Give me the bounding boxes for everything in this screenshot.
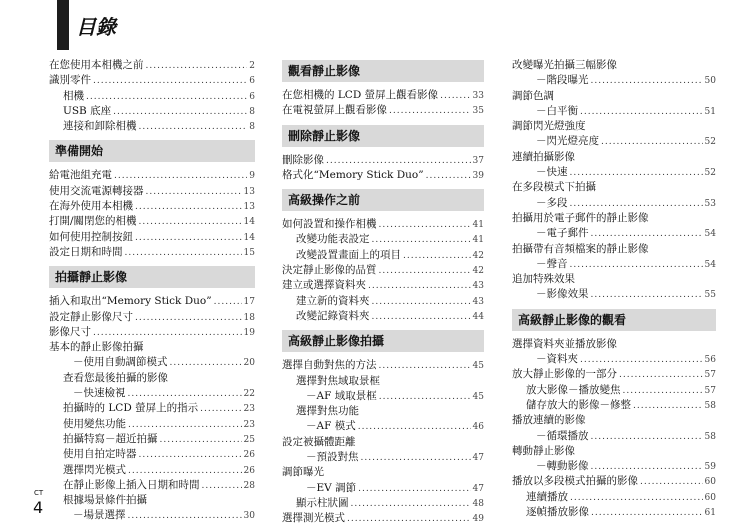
dot-leader	[591, 288, 703, 303]
toc-entry-title: 連續播放	[526, 490, 568, 503]
toc-entry-page: 8	[249, 106, 255, 117]
toc-entry[interactable]	[282, 153, 484, 168]
dot-leader	[326, 154, 471, 169]
toc-entry[interactable]	[512, 196, 716, 211]
toc-entry-title: 查看您最後拍攝的影像	[63, 371, 168, 384]
toc-entry[interactable]	[512, 490, 716, 505]
toc-entry[interactable]	[512, 444, 716, 459]
toc-entry-title: －影像效果	[536, 288, 589, 301]
toc-entry[interactable]	[512, 226, 716, 241]
toc-entry-title: 放大影像－播放變焦	[526, 383, 621, 396]
toc-entry-title: －白平衡	[536, 104, 578, 117]
toc-entry-page: 18	[243, 312, 255, 323]
toc-entry-page: 8	[249, 122, 255, 133]
toc-entry[interactable]	[512, 165, 716, 180]
dot-leader	[580, 353, 703, 368]
dot-leader	[128, 509, 242, 524]
toc-entry-title: 打開/關閉您的相機	[49, 215, 137, 228]
dot-leader	[125, 246, 242, 261]
dot-leader	[347, 512, 471, 527]
toc-entry-title: 選擇對焦域取景框	[296, 374, 380, 387]
toc-entry-page: 28	[243, 480, 255, 491]
toc-entry-title: －AF 域取景框	[306, 389, 377, 402]
toc-entry-page: 14	[243, 217, 255, 228]
toc-entry[interactable]	[49, 463, 255, 478]
toc-entry[interactable]	[512, 272, 716, 287]
toc-entry[interactable]	[512, 459, 716, 474]
toc-entry[interactable]	[282, 435, 484, 450]
toc-entry[interactable]	[282, 404, 484, 419]
dot-leader	[146, 185, 242, 200]
toc-entry-page: 52	[704, 168, 716, 179]
toc-entry[interactable]	[49, 493, 255, 508]
dot-leader	[591, 227, 703, 242]
toc-entry-title: 設定被攝體距離	[282, 435, 356, 448]
toc-entry[interactable]	[512, 89, 716, 104]
dot-leader	[128, 418, 242, 433]
dot-leader	[128, 387, 242, 402]
dot-leader	[139, 448, 242, 463]
toc-entry[interactable]	[512, 211, 716, 226]
dot-leader	[361, 451, 471, 466]
toc-entry[interactable]	[49, 294, 255, 309]
dot-leader	[128, 464, 242, 479]
toc-entry-title: 選擇對焦功能	[296, 405, 359, 418]
toc-entry-page: 13	[243, 202, 255, 213]
toc-entry[interactable]	[512, 150, 716, 165]
toc-entry[interactable]	[49, 371, 255, 386]
toc-entry[interactable]	[512, 242, 716, 257]
toc-entry-title: 選擇閃光模式	[63, 463, 126, 476]
toc-entry-title: 調節曝光	[282, 466, 324, 479]
toc-entry-page: 14	[243, 232, 255, 243]
dot-leader	[372, 233, 471, 248]
toc-entry[interactable]	[512, 474, 716, 489]
toc-entry-title: －循環播放	[536, 429, 589, 442]
toc-entry[interactable]	[49, 508, 255, 523]
toc-entry-title: －預設對焦	[306, 451, 359, 464]
section-heading: 準備開始	[49, 140, 255, 162]
toc-entry[interactable]	[49, 417, 255, 432]
toc-entry-page: 42	[472, 250, 484, 261]
dot-leader	[372, 295, 471, 310]
toc-entry-page: 26	[243, 450, 255, 461]
dot-leader	[358, 420, 471, 435]
toc-entry-title: 連接和卸除相機	[63, 120, 137, 133]
toc-entry-page: 60	[704, 492, 716, 503]
toc-entry[interactable]	[282, 248, 484, 263]
toc-entry-title: 使用交流電源轉接器	[49, 184, 144, 197]
toc-entry-title: －閃光燈亮度	[536, 135, 599, 148]
toc-entry-title: 連續拍攝影像	[512, 150, 575, 163]
dot-leader	[114, 169, 247, 184]
toc-entry-title: －使用自動調節模式	[73, 356, 168, 369]
toc-entry[interactable]	[49, 386, 255, 401]
toc-entry[interactable]	[282, 450, 484, 465]
page-number: 4	[33, 498, 44, 517]
toc-entry-title: 改變功能表設定	[296, 233, 370, 246]
toc-entry[interactable]	[512, 337, 716, 352]
dot-leader	[379, 264, 471, 279]
toc-entry-page: 59	[704, 462, 716, 473]
toc-entry-title: 拍攝時的 LCD 螢屏上的指示	[63, 402, 199, 415]
toc-entry-page: 6	[249, 76, 255, 87]
toc-entry[interactable]	[282, 278, 484, 293]
toc-entry-title: 在您相機的 LCD 螢屏上觀看影像	[282, 89, 439, 101]
toc-entry-title: 拍攝用於電子郵件的靜止影像	[512, 211, 649, 224]
toc-entry-page: 37	[472, 155, 484, 166]
toc-entry-page: 57	[704, 370, 716, 381]
toc-column-2	[282, 58, 484, 527]
toc-entry-title: 在多段模式下拍攝	[512, 181, 596, 194]
dot-leader	[623, 384, 703, 399]
toc-entry[interactable]	[512, 134, 716, 149]
dot-leader	[640, 475, 703, 490]
toc-entry-page: 41	[472, 220, 484, 231]
toc-entry-title: 放大靜止影像的一部分	[512, 368, 617, 381]
toc-entry-title: 格式化“Memory Stick Duo”	[282, 168, 424, 181]
dot-leader	[351, 497, 471, 512]
toc-entry-title: 如何使用控制按鈕	[49, 230, 133, 243]
toc-entry[interactable]	[49, 325, 255, 340]
toc-entry-title: 改變記錄資料夾	[296, 309, 370, 322]
toc-entry-title: 逐幀播放影像	[526, 506, 589, 519]
toc-entry[interactable]	[512, 257, 716, 272]
toc-entry-page: 19	[243, 327, 255, 338]
dot-leader	[403, 249, 471, 264]
toc-entry-title: 決定靜止影像的品質	[282, 264, 377, 277]
toc-entry-title: 在電視螢屏上觀看影像	[282, 104, 387, 117]
toc-entry-title: USB 底座	[63, 104, 112, 117]
toc-entry-page: 60	[704, 477, 716, 488]
dot-leader	[619, 368, 703, 383]
toc-entry-title: 建立新的資料夾	[296, 294, 370, 307]
toc-entry[interactable]	[49, 58, 255, 73]
toc-entry-page: 53	[704, 198, 716, 209]
dot-leader	[570, 258, 703, 273]
dot-leader	[135, 200, 242, 215]
toc-entry[interactable]	[49, 478, 255, 493]
toc-entry-title: 播放連續的影像	[512, 414, 586, 427]
toc-entry[interactable]	[49, 432, 255, 447]
toc-entry-page: 61	[704, 508, 716, 519]
language-code: CT	[34, 489, 44, 497]
toc-entry-title: 調節色調	[512, 89, 554, 102]
dot-leader	[202, 479, 242, 494]
dot-leader	[570, 166, 703, 181]
toc-entry-title: －場景選擇	[73, 509, 126, 522]
dot-leader	[135, 311, 242, 326]
toc-entry[interactable]	[282, 465, 484, 480]
toc-entry-title: －快速檢視	[73, 387, 126, 400]
dot-leader	[580, 105, 703, 120]
toc-entry-title: 影像尺寸	[49, 325, 91, 338]
toc-entry-page: 20	[243, 358, 255, 369]
toc-entry[interactable]	[282, 389, 484, 404]
dot-leader	[358, 482, 470, 497]
dot-leader	[139, 215, 242, 230]
toc-entry-title: 根據場景條件拍攝	[63, 494, 147, 507]
toc-entry-title: 使用自拍定時器	[63, 448, 137, 461]
dot-leader	[601, 135, 703, 150]
toc-entry-page: 56	[704, 355, 716, 366]
section-heading: 高級靜止影像拍攝	[282, 330, 484, 352]
toc-entry-title: 改變設置畫面上的項目	[296, 248, 401, 261]
dot-leader	[93, 74, 247, 89]
toc-entry-page: 17	[243, 297, 255, 308]
toc-entry[interactable]	[512, 383, 716, 398]
toc-entry[interactable]	[49, 73, 255, 88]
toc-entry-page: 54	[704, 259, 716, 270]
toc-entry[interactable]	[49, 168, 255, 183]
toc-entry-page: 35	[472, 106, 484, 117]
toc-entry-page: 13	[243, 186, 255, 197]
toc-entry[interactable]	[49, 119, 255, 134]
toc-entry-title: 基本的靜止影像拍攝	[49, 341, 144, 354]
toc-entry-title: －聲音	[536, 257, 568, 270]
dot-leader	[570, 197, 703, 212]
toc-entry[interactable]	[512, 352, 716, 367]
toc-entry-title: 給電池組充電	[49, 169, 112, 182]
toc-entry[interactable]	[282, 168, 484, 183]
toc-entry-title: 選擇自動對焦的方法	[282, 359, 377, 372]
section-heading: 高級操作之前	[282, 189, 484, 211]
toc-entry-page: 47	[472, 483, 484, 494]
toc-entry-title: 追加特殊效果	[512, 273, 575, 286]
toc-entry[interactable]	[512, 287, 716, 302]
toc-entry-page: 41	[472, 235, 484, 246]
toc-entry-title: 相機	[63, 89, 84, 102]
toc-entry-title: 拍攝特寫－超近拍攝	[63, 432, 158, 445]
toc-entry-title: －EV 調節	[306, 481, 357, 494]
toc-entry-title: －電子郵件	[536, 227, 589, 240]
toc-entry-page: 26	[243, 465, 255, 476]
toc-entry[interactable]	[49, 447, 255, 462]
toc-entry[interactable]	[282, 481, 484, 496]
toc-entry[interactable]	[512, 104, 716, 119]
toc-entry-page: 23	[243, 419, 255, 430]
toc-entry-title: 設定靜止影像尺寸	[49, 310, 133, 323]
toc-entry-title: 拍攝帶有音頻檔案的靜止影像	[512, 242, 649, 255]
toc-entry[interactable]	[49, 89, 255, 104]
toc-entry[interactable]	[282, 263, 484, 278]
toc-entry[interactable]	[282, 374, 484, 389]
toc-entry-title: 播放以多段模式拍攝的影像	[512, 475, 638, 488]
dot-leader	[591, 430, 703, 445]
toc-entry-page: 43	[472, 296, 484, 307]
toc-entry-page: 15	[243, 247, 255, 258]
section-heading: 觀看靜止影像	[282, 60, 484, 82]
toc-entry-title: －轉動影像	[536, 460, 589, 473]
toc-entry-title: 在您使用本相機之前	[49, 59, 144, 71]
toc-entry-title: －AF 模式	[306, 420, 356, 433]
dot-leader	[214, 295, 242, 310]
toc-entry-page: 45	[472, 391, 484, 402]
toc-entry-title: 儲存放大的影像－修整	[526, 398, 631, 411]
toc-entry[interactable]	[282, 309, 484, 324]
toc-entry[interactable]	[512, 429, 716, 444]
dot-leader	[170, 356, 242, 371]
dot-leader	[633, 399, 703, 414]
toc-entry-title: －快速	[536, 166, 568, 179]
toc-entry-page: 43	[472, 281, 484, 292]
toc-entry-page: 25	[243, 434, 255, 445]
dot-leader	[389, 104, 471, 119]
dot-leader	[146, 59, 248, 74]
toc-entry-title: 如何設置和操作相機	[282, 218, 377, 231]
toc-entry-page: 55	[704, 290, 716, 301]
toc-entry[interactable]	[49, 340, 255, 355]
toc-entry-title: 在海外使用本相機	[49, 200, 133, 213]
dot-leader	[160, 433, 242, 448]
toc-entry[interactable]	[49, 199, 255, 214]
toc-entry-page: 58	[704, 400, 716, 411]
toc-entry[interactable]	[512, 73, 716, 88]
toc-entry[interactable]	[282, 232, 484, 247]
section-heading: 高級靜止影像的觀看	[512, 309, 716, 331]
toc-column-3	[512, 58, 716, 520]
dot-leader	[368, 279, 471, 294]
section-heading: 刪除靜止影像	[282, 125, 484, 147]
toc-entry-page: 6	[249, 91, 255, 102]
toc-entry[interactable]	[282, 88, 484, 103]
toc-entry-title: 轉動靜止影像	[512, 444, 575, 457]
toc-entry[interactable]	[49, 230, 255, 245]
toc-entry-page: 49	[472, 514, 484, 525]
dot-leader	[93, 326, 242, 341]
toc-entry-title: 插入和取出“Memory Stick Duo”	[49, 295, 212, 308]
dot-leader	[379, 218, 471, 233]
toc-entry[interactable]	[49, 245, 255, 260]
toc-entry-page: 42	[472, 266, 484, 277]
toc-entry-page: 22	[243, 389, 255, 400]
dot-leader	[379, 359, 471, 374]
toc-entry-page: 33	[472, 91, 484, 101]
toc-entry-title: 在靜止影像上插入日期和時間	[63, 478, 200, 491]
title-marker-block	[57, 0, 69, 50]
dot-leader	[379, 390, 471, 405]
toc-entry[interactable]	[49, 401, 255, 416]
toc-entry-page: 23	[243, 404, 255, 415]
dot-leader	[591, 460, 703, 475]
toc-entry-title: 選擇測光模式	[282, 512, 345, 525]
section-heading: 拍攝靜止影像	[49, 266, 255, 288]
toc-entry-page: 46	[472, 422, 484, 433]
toc-entry-page: 2	[249, 61, 255, 71]
toc-column-1	[49, 58, 255, 524]
toc-entry[interactable]	[282, 103, 484, 118]
dot-leader	[591, 506, 703, 521]
toc-entry-page: 58	[704, 431, 716, 442]
toc-entry-page: 45	[472, 361, 484, 372]
dot-leader	[135, 231, 242, 246]
toc-entry-page: 39	[472, 170, 484, 181]
toc-entry-title: 設定日期和時間	[49, 245, 123, 258]
toc-entry-title: 建立或選擇資料夾	[282, 279, 366, 292]
toc-entry[interactable]	[49, 104, 255, 119]
toc-entry-page: 44	[472, 311, 484, 322]
toc-entry[interactable]	[512, 413, 716, 428]
dot-leader	[113, 105, 247, 120]
toc-entry-title: 使用變焦功能	[63, 417, 126, 430]
dot-leader	[591, 74, 703, 89]
toc-entry-title: 顯示柱狀圖	[296, 496, 349, 509]
toc-entry-title: －階段曝光	[536, 74, 589, 87]
toc-entry-page: 30	[243, 511, 255, 522]
toc-entry[interactable]	[512, 505, 716, 520]
toc-entry[interactable]	[49, 355, 255, 370]
toc-entry[interactable]	[282, 496, 484, 511]
toc-entry[interactable]	[282, 358, 484, 373]
toc-entry-title: 調節閃光燈強度	[512, 120, 586, 133]
toc-entry[interactable]	[49, 214, 255, 229]
toc-entry[interactable]	[282, 419, 484, 434]
dot-leader	[372, 310, 471, 325]
dot-leader	[86, 90, 247, 105]
toc-entry-page: 47	[472, 453, 484, 464]
toc-entry[interactable]	[282, 511, 484, 526]
toc-entry-title: 刪除影像	[282, 153, 324, 166]
toc-entry[interactable]	[49, 310, 255, 325]
dot-leader	[440, 89, 470, 104]
toc-entry[interactable]	[282, 217, 484, 232]
toc-entry-page: 48	[472, 498, 484, 509]
toc-entry-title: －多段	[536, 196, 568, 209]
toc-entry-page: 52	[704, 137, 716, 148]
dot-leader	[200, 402, 241, 417]
toc-entry-title: 識別零件	[49, 74, 91, 87]
toc-entry[interactable]	[512, 119, 716, 134]
toc-entry-page: 50	[704, 76, 716, 87]
page-title: 目錄	[76, 15, 116, 39]
toc-entry-title: 選擇資料夾並播放影像	[512, 337, 617, 350]
toc-entry[interactable]	[49, 184, 255, 199]
toc-entry[interactable]	[512, 58, 716, 73]
toc-entry-page: 51	[704, 106, 716, 117]
dot-leader	[570, 491, 703, 506]
toc-entry[interactable]	[282, 294, 484, 309]
dot-leader	[426, 169, 471, 184]
toc-entry-page: 9	[249, 171, 255, 182]
toc-entry[interactable]	[512, 367, 716, 382]
dot-leader	[139, 120, 248, 135]
toc-entry[interactable]	[512, 398, 716, 413]
toc-entry-title: －資料夾	[536, 353, 578, 366]
toc-entry-page: 57	[704, 385, 716, 396]
toc-entry-title: 改變曝光拍攝三幅影像	[512, 59, 617, 71]
toc-entry[interactable]	[512, 180, 716, 195]
toc-entry-page: 54	[704, 229, 716, 240]
